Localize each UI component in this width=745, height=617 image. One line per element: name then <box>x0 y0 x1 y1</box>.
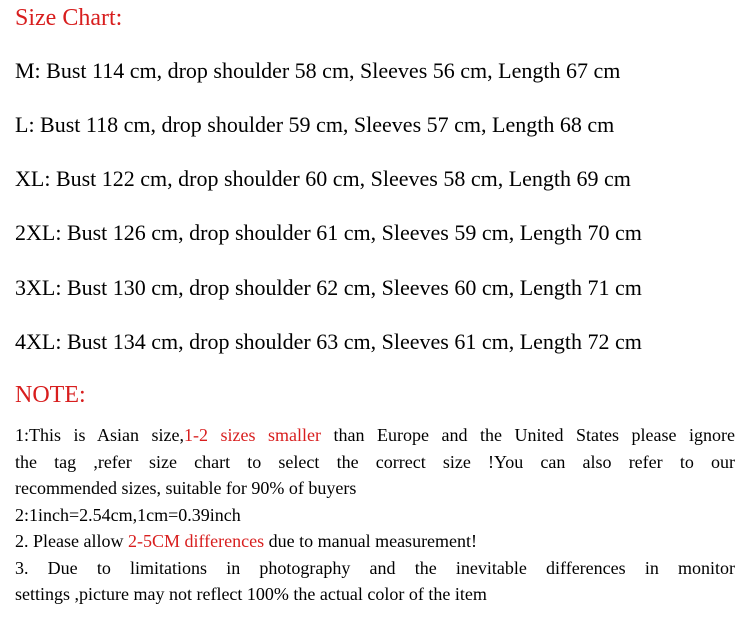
size-row-m: M: Bust 114 cm, drop shoulder 58 cm, Sleeves 56 cm, Length 67 cm <box>15 58 621 83</box>
note-item-3-prefix: 2. Please allow <box>15 531 128 551</box>
note-item-1-line-3: recommended sizes, suitable for 90% of buyers <box>15 478 357 498</box>
note-item-1-line-1 <box>15 422 735 449</box>
size-row-3xl: 3XL: Bust 130 cm, drop shoulder 62 cm, Sleeves 60 cm, Length 71 cm <box>15 275 642 300</box>
note-item-3-suffix: due to manual measurement! <box>264 531 478 551</box>
note-item-1-suffix: than Europe and the United States please ignore <box>321 425 735 445</box>
note-body <box>15 422 735 608</box>
note-item-4-line-1: 3. Due to limitations in photography and the inevitable differences in monitor <box>15 557 735 578</box>
note-item-3 <box>15 528 735 555</box>
note-item-3-highlight: 2-5CM differences <box>127 531 265 551</box>
note-item-1-line-2: the tag ,refer size chart to select the correct size !You can also refer to our <box>15 451 735 472</box>
note-item-1-highlight: 1-2 sizes smaller <box>184 425 322 445</box>
size-row-2xl: 2XL: Bust 126 cm, drop shoulder 61 cm, Sleeves 59 cm, Length 70 cm <box>15 220 642 245</box>
size-row-l: L: Bust 118 cm, drop shoulder 59 cm, Sleeves 57 cm, Length 68 cm <box>15 112 615 137</box>
size-row-xl: XL: Bust 122 cm, drop shoulder 60 cm, Sleeves 58 cm, Length 69 cm <box>15 166 631 191</box>
note-item-4-line-2: settings ,picture may not reflect 100% the actual color of the item <box>15 584 487 604</box>
note-item-2: 2:1inch=2.54cm,1cm=0.39inch <box>15 504 241 525</box>
note-item-1-prefix: 1:This is Asian size, <box>15 425 185 445</box>
note-title: NOTE: <box>15 382 86 408</box>
size-row-4xl: 4XL: Bust 134 cm, drop shoulder 63 cm, Sleeves 61 cm, Length 72 cm <box>15 329 642 354</box>
size-chart-title: Size Chart: <box>15 5 123 31</box>
